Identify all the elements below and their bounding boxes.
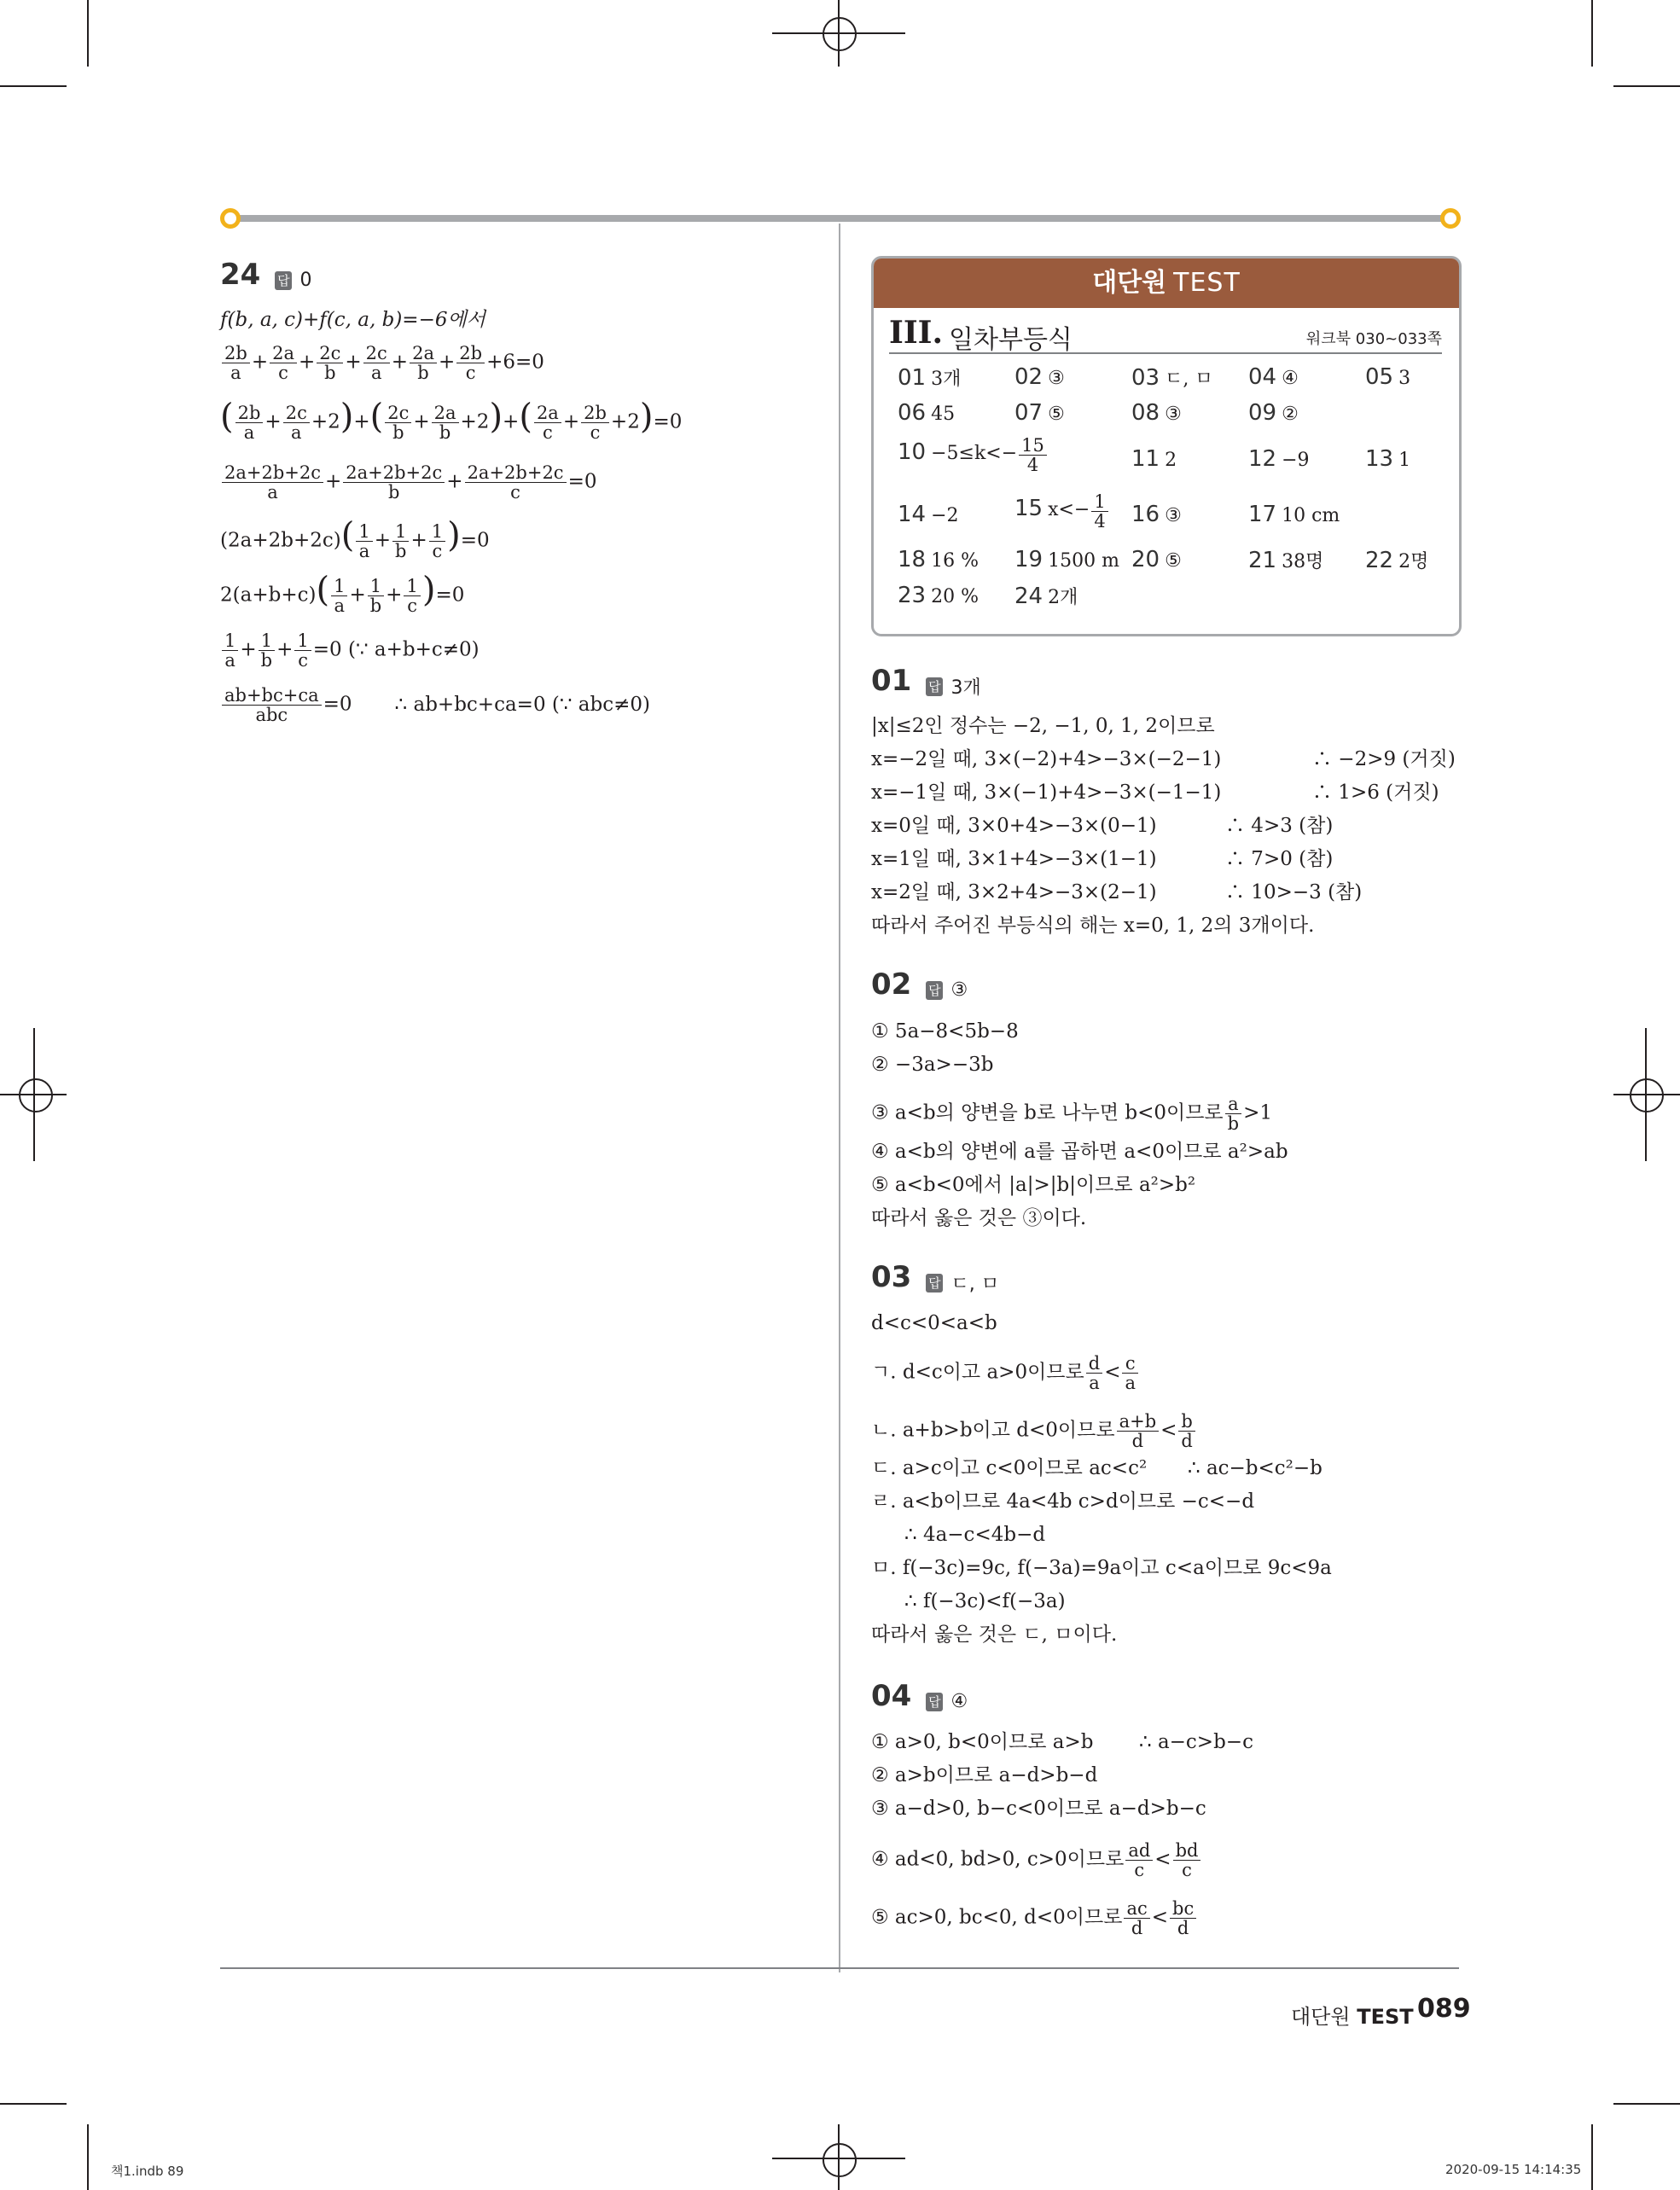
chapter-bar (889, 313, 1442, 354)
answer-cell: 02 ③ (1014, 364, 1065, 390)
fraction: $\frac{1}{a}$ (356, 522, 372, 561)
solution-line: (2a+2b+2c)( $\frac{1}{a}$ + $\frac{1}{b}$ + $\frac{1}{c}$ )=0 (220, 515, 490, 561)
answer-cell: 16 ③ (1131, 502, 1182, 527)
answer-cell: 17 10 cm (1248, 502, 1340, 527)
solution-line: 2(a+b+c)( $\frac{1}{a}$ + $\frac{1}{b}$ + $\frac{1}{c}$ )=0 (220, 570, 465, 616)
solution-line: ( $\frac{2b}{a}$ + $\frac{2c}{a}$ +2)+( $\frac{2c}{b}$ + $\frac{2a}{b}$ +2)+( $\frac{2a}{c}$ + $\frac{2b}{c}$ +2)=0 (220, 397, 683, 443)
top-rule (232, 215, 1449, 222)
fraction: $\frac{2a}{b}$ (432, 404, 459, 442)
rule-dot (220, 208, 241, 229)
answer-cell: 23 20 % (898, 583, 979, 608)
q01-header (871, 664, 981, 700)
question-number: 03 (871, 1260, 912, 1294)
solution-line: $\frac{ab+bc+ca}{\text{abc}}$ =0 ∴ ab+bc+ca=0 (∵ abc≠0) (220, 686, 650, 724)
solution-line: ∴ 4a−c<4b−d (904, 1524, 1046, 1546)
bottom-rule (220, 1967, 1459, 1969)
question-number: 01 (871, 664, 912, 698)
answer-text: ③ (950, 979, 968, 1001)
answer-badge: 답 (926, 1693, 943, 1711)
answer-cell: 12 −9 (1248, 446, 1310, 472)
solution-line: f(b, a, c)+f(c, a, b)=−6에서 (220, 309, 485, 331)
answer-text: ㄷ, ㅁ (950, 1274, 1000, 1295)
fraction: $\frac{ad}{c}$ (1125, 1841, 1153, 1879)
solution-line: ㄱ. d<c이고 a>0이므로 $\frac{d}{a}$ < $\frac{c}{a}$ (871, 1354, 1140, 1392)
answer-text: 0 (299, 270, 312, 291)
fraction: $\frac{c}{a}$ (1122, 1354, 1138, 1392)
fraction: $\frac{2b}{a}$ (235, 404, 264, 442)
answer-cell: 08 ③ (1131, 400, 1182, 426)
crop-mark (0, 2103, 67, 2105)
registration-mark (19, 1078, 53, 1112)
answer-cell: 07 ⑤ (1014, 400, 1065, 426)
fraction: $\frac{2a}{c}$ (534, 404, 561, 442)
solution-line: ⑤ a<b<0에서 |a|>|b|이므로 a²>b² (871, 1174, 1196, 1196)
answer-cell: 09 ② (1248, 400, 1299, 426)
chapter-roman: III. (889, 315, 944, 351)
answer-cell: 14 −2 (898, 502, 959, 527)
test-answer-box (871, 256, 1462, 636)
answer-badge: 답 (926, 677, 943, 696)
fraction: $\frac{2c}{b}$ (385, 404, 411, 442)
answer-cell: 24 2개 (1014, 584, 1078, 609)
fraction: $\frac{1}{a}$ (222, 631, 238, 670)
fraction: $\frac{1}{b}$ (392, 522, 409, 561)
solution-line: ㄴ. a+b>b이고 d<0이므로 $\frac{a+b}{d}$ < $\frac{b}{d}$ (871, 1412, 1197, 1450)
registration-mark (823, 2143, 857, 2177)
fraction: $\frac{1}{c}$ (404, 577, 420, 615)
solution-line: ∴ 10>−3 (참) (1225, 881, 1363, 903)
q24-header (220, 258, 312, 292)
fraction: $\frac{1}{c}$ (294, 631, 311, 670)
solution-line: 따라서 옳은 것은 ㄷ, ㅁ이다. (871, 1624, 1118, 1646)
answer-badge: 답 (926, 1274, 943, 1293)
solution-line: ② a>b이므로 a−d>b−d (871, 1764, 1098, 1786)
q04-header (871, 1679, 968, 1713)
fraction: $\frac{1}{b}$ (368, 577, 384, 615)
fraction: $\frac{2a+2b+2c}{b}$ (343, 463, 445, 502)
answer-text: ④ (950, 1691, 968, 1712)
solution-line: |x|≤2인 정수는 −2, −1, 0, 1, 2이므로 (871, 715, 1215, 737)
fraction: $\frac{1}{b}$ (259, 631, 275, 670)
answer-cell: 03 ㄷ, ㅁ (1131, 365, 1213, 391)
answer-badge: 답 (275, 271, 292, 290)
fraction: $\frac{2c}{b}$ (317, 344, 343, 382)
registration-mark (1630, 1078, 1664, 1112)
slug-right: 2020-09-15 14:14:35 (1445, 2162, 1582, 2177)
fraction: $\frac{2b}{a}$ (222, 344, 250, 382)
fraction: $\frac{1}{a}$ (331, 577, 347, 615)
solution-line: $\frac{2a+2b+2c}{a}$ + $\frac{2a+2b+2c}{b}$ + $\frac{2a+2b+2c}{c}$ =0 (220, 463, 596, 502)
test-title-b: TEST (1173, 268, 1241, 298)
q03-header (871, 1260, 999, 1296)
crop-mark (87, 2124, 89, 2190)
solution-line: $\frac{2b}{a}$ + $\frac{2a}{c}$ + $\frac{2c}{b}$ + $\frac{2c}{a}$ + $\frac{2a}{b}$ + $\frac{2b}{c}$ +6=0 (220, 344, 544, 382)
answer-cell: 13 1 (1365, 446, 1411, 472)
answer-cell: 19 1500 m (1014, 547, 1119, 572)
solution-line: ㅁ. f(−3c)=9c, f(−3a)=9a이고 c<a이므로 9c<9a (871, 1557, 1332, 1579)
solution-line: d<c<0<a<b (871, 1312, 997, 1334)
fraction: $\frac{1}{c}$ (429, 522, 445, 561)
solution-line: x=−2일 때, 3×(−2)+4>−3×(−2−1) (871, 748, 1222, 770)
solution-line: ① a>0, b<0이므로 a>b (871, 1731, 1094, 1753)
crop-mark (1613, 85, 1680, 87)
fraction: $\frac{2a+2b+2c}{c}$ (465, 463, 567, 502)
q02-header (871, 967, 968, 1002)
crop-mark (0, 85, 67, 87)
test-header (874, 259, 1459, 308)
fraction: $\frac{2a}{b}$ (410, 344, 437, 382)
answer-cell: 20 ⑤ (1131, 547, 1182, 572)
solution-line: ㄷ. a>c이고 c<0이므로 ac<c² (871, 1457, 1148, 1479)
solution-line: ∴ −2>9 (거짓) (1312, 748, 1456, 770)
fraction: $\frac{d}{a}$ (1086, 1354, 1102, 1392)
answer-cell: 15 x<− $\frac{1}{4}$ (1014, 492, 1110, 531)
fraction: $\frac{2b}{c}$ (581, 404, 609, 442)
answer-cell: 06 45 (898, 400, 956, 426)
answer-cell: 11 2 (1131, 446, 1177, 472)
crop-mark (87, 0, 89, 67)
answer-cell: 05 3 (1365, 364, 1411, 390)
solution-line: 따라서 주어진 부등식의 해는 x=0, 1, 2의 3개이다. (871, 915, 1315, 937)
registration-mark (1645, 1028, 1647, 1161)
fraction: $\frac{a}{b}$ (1225, 1095, 1241, 1133)
chapter-title: 일차부등식 (949, 325, 1073, 355)
fraction: $\frac{2a}{c}$ (270, 344, 297, 382)
crop-mark (1591, 0, 1593, 67)
fraction: $\frac{2c}{a}$ (283, 404, 310, 442)
registration-mark (33, 1028, 35, 1161)
solution-line: ③ a−d>0, b−c<0이므로 a−d>b−c (871, 1798, 1206, 1820)
solution-line: ∴ f(−3c)<f(−3a) (904, 1590, 1066, 1612)
solution-line: ① 5a−8<5b−8 (871, 1020, 1019, 1043)
answer-cell: 22 2명 (1365, 548, 1429, 573)
answer-cell: 10 −5≤k<− $\frac{15}{4}$ (898, 436, 1049, 474)
solution-line: ∴ 1>6 (거짓) (1312, 781, 1439, 804)
question-number: 24 (220, 258, 261, 292)
solution-line: $\frac{1}{a}$ + $\frac{1}{b}$ + $\frac{1}{c}$ =0 (∵ a+b+c≠0) (220, 631, 480, 670)
registration-mark (1613, 1094, 1680, 1095)
footer-label: 대단원 TEST (1291, 2005, 1414, 2029)
solution-line: x=−1일 때, 3×(−1)+4>−3×(−1−1) (871, 781, 1222, 804)
test-title-a: 대단원 (1092, 268, 1167, 298)
registration-mark (823, 17, 857, 51)
answer-cell: 01 3개 (898, 365, 962, 391)
solution-line: ④ ad<0, bd>0, c>0이므로 $\frac{ad}{c}$ < $\frac{bd}{c}$ (871, 1841, 1202, 1879)
fraction: $\frac{2b}{c}$ (456, 344, 485, 382)
registration-mark (772, 32, 905, 34)
crop-mark (1613, 2103, 1680, 2105)
question-number: 02 (871, 967, 912, 1002)
slug-left: 책1.indb 89 (111, 2164, 184, 2179)
solution-line: ② −3a>−3b (871, 1054, 994, 1076)
question-number: 04 (871, 1679, 912, 1713)
fraction: $\frac{ab+bc+ca}{\text{abc}}$ (222, 686, 322, 724)
solution-line: ∴ 4>3 (참) (1225, 815, 1334, 837)
fraction: $\frac{bc}{d}$ (1170, 1899, 1196, 1937)
solution-line: ③ a<b의 양변을 b로 나누면 b<0이므로 $\frac{a}{b}$ >1 (871, 1094, 1272, 1134)
solution-line: 따라서 옳은 것은 ③이다. (871, 1207, 1087, 1229)
fraction: $\frac{b}{d}$ (1178, 1412, 1195, 1450)
fraction: $\frac{2a+2b+2c}{a}$ (222, 463, 323, 502)
fraction: $\frac{bd}{c}$ (1173, 1841, 1201, 1879)
solution-line: x=1일 때, 3×1+4>−3×(1−1) (871, 848, 1157, 870)
fraction: $\frac{1}{4}$ (1091, 492, 1107, 531)
solution-line: x=2일 때, 3×2+4>−3×(2−1) (871, 881, 1157, 903)
registration-mark (772, 2158, 905, 2159)
solution-line: ∴ 7>0 (참) (1225, 848, 1334, 870)
solution-line: ㄹ. a<b이므로 4a<4b c>d이므로 −c<−d (871, 1490, 1255, 1513)
answer-cell: 21 38명 (1248, 548, 1324, 573)
solution-line: x=0일 때, 3×0+4>−3×(0−1) (871, 815, 1157, 837)
fraction: $\frac{15}{4}$ (1019, 436, 1047, 474)
solution-line: ⑤ ac>0, bc<0, d<0이므로 $\frac{ac}{d}$ < $\frac{bc}{d}$ (871, 1899, 1198, 1937)
fraction: $\frac{ac}{d}$ (1124, 1899, 1149, 1937)
page-number: 089 (1417, 1994, 1471, 2024)
workbook-ref: 워크북 030~033쪽 (1305, 330, 1442, 348)
answer-cell: 04 ④ (1248, 364, 1299, 390)
crop-mark (1591, 2124, 1593, 2190)
fraction: $\frac{a+b}{d}$ (1117, 1412, 1160, 1450)
answer-badge: 답 (926, 981, 943, 1000)
column-divider (839, 224, 840, 1972)
rule-dot (1440, 208, 1461, 229)
solution-line: ④ a<b의 양변에 a를 곱하면 a<0이므로 a²>ab (871, 1141, 1288, 1163)
solution-line: ∴ ac−b<c²−b (1188, 1457, 1322, 1479)
solution-line: ∴ a−c>b−c (1139, 1731, 1253, 1753)
answer-cell: 18 16 % (898, 547, 979, 572)
fraction: $\frac{2c}{a}$ (363, 344, 390, 382)
answer-text: 3개 (950, 677, 981, 699)
